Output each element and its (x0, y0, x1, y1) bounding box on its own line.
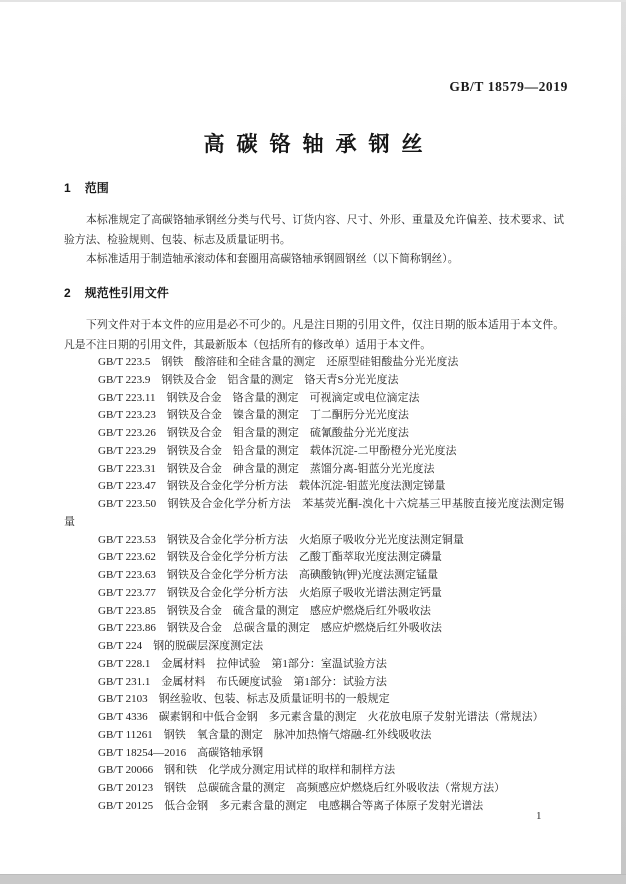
section-references-label: 规范性引用文件 (84, 286, 169, 300)
section-scope-label: 范围 (84, 181, 109, 195)
scan-edge-top (0, 0, 626, 2)
reference-item: GB/T 223.50 钢铁及合金化学分析方法 苯基荧光酮-溴化十六烷基三甲基胺直接光度法测定锡量 (64, 498, 564, 528)
page-number: 1 (536, 810, 542, 822)
reference-item: GB/T 2103 钢丝验收、包装、标志及质量证明书的一般规定 (98, 693, 390, 706)
reference-item: GB/T 20066 钢和铁 化学成分测定用试样的取样和制样方法 (98, 764, 396, 777)
reference-item: GB/T 223.53 钢铁及合金化学分析方法 火焰原子吸收分光光度法测定铜量 (98, 533, 464, 546)
scope-paragraph-2: 本标准适用于制造轴承滚动体和套圈用高碳铬轴承钢圆钢丝（以下简称钢丝）。 (86, 253, 459, 265)
scope-paragraph-1: 本标准规定了高碳铬轴承钢丝分类与代号、订货内容、尺寸、外形、重量及允许偏差、技术要求、试验方法、检验规则、包装、标志及质量证明书。 (64, 214, 564, 246)
document-title: 高碳铬轴承钢丝 (203, 133, 435, 156)
reference-item: GB/T 223.86 钢铁及合金 总碳含量的测定 感应炉燃烧后红外吸收法 (98, 622, 442, 635)
reference-item: GB/T 4336 碳素钢和中低合金钢 多元素含量的测定 火花放电原子发射光谱法（常规法） (98, 711, 544, 723)
reference-item: GB/T 18254—2016 高碳铬轴承钢 (98, 746, 264, 759)
reference-item: GB/T 223.5 钢铁 酸溶硅和全硅含量的测定 还原型硅钼酸盐分光光度法 (98, 356, 459, 368)
reference-item: GB/T 223.11 钢铁及合金 铬含量的测定 可视滴定或电位滴定法 (98, 391, 420, 404)
reference-item: GB/T 223.62 钢铁及合金化学分析方法 乙酸丁酯萃取光度法测定磷量 (98, 551, 442, 564)
reference-item: GB/T 223.9 钢铁及合金 铝含量的测定 铬天青S分光光度法 (98, 373, 399, 386)
standard-code-header: GB/T 18579—2019 (449, 79, 568, 94)
reference-item: GB/T 11261 钢铁 氧含量的测定 脉冲加热惰气熔融-红外线吸收法 (98, 728, 432, 741)
references-intro (64, 316, 564, 355)
reference-item: GB/T 20123 钢铁 总碳硫含量的测定 高频感应炉燃烧后红外吸收法（常规方法） (98, 782, 506, 794)
reference-item: GB/T 223.85 钢铁及合金 硫含量的测定 感应炉燃烧后红外吸收法 (98, 604, 431, 617)
scope-paragraphs (64, 211, 564, 270)
reference-item: GB/T 223.63 钢铁及合金化学分析方法 高碘酸钠(钾)光度法测定锰量 (98, 569, 439, 581)
section-references-heading (64, 284, 169, 301)
reference-item: GB/T 223.77 钢铁及合金化学分析方法 火焰原子吸收光谱法测定钙量 (98, 586, 442, 599)
section-scope-number: 1 (64, 181, 71, 195)
reference-list (64, 354, 564, 816)
reference-item: GB/T 231.1 金属材料 布氏硬度试验 第1部分：试验方法 (98, 675, 387, 688)
section-references-number: 2 (64, 286, 71, 300)
reference-item: GB/T 20125 低合金钢 多元素含量的测定 电感耦合等离子体原子发射光谱法 (98, 799, 484, 812)
reference-item: GB/T 223.47 钢铁及合金化学分析方法 载体沉淀-钼蓝光度法测定锑量 (98, 480, 446, 493)
scan-edge-bottom (0, 874, 626, 884)
reference-item: GB/T 224 钢的脱碳层深度测定法 (98, 640, 264, 652)
section-scope-heading (64, 179, 109, 196)
reference-item: GB/T 223.23 钢铁及合金 镍含量的测定 丁二酮肟分光光度法 (98, 409, 409, 422)
reference-item: GB/T 223.31 钢铁及合金 砷含量的测定 蒸馏分离-钼蓝分光光度法 (98, 462, 435, 475)
reference-item: GB/T 223.26 钢铁及合金 钼含量的测定 硫氰酸盐分光光度法 (98, 427, 409, 439)
references-intro-paragraph: 下列文件对于本文件的应用是必不可少的。凡是注日期的引用文件，仅注日期的版本适用于本文件。凡是不注日期的引用文件，其最新版本（包括所有的修改单）适用于本文件。 (64, 319, 564, 351)
reference-item: GB/T 228.1 金属材料 拉伸试验 第1部分：室温试验方法 (98, 657, 387, 670)
reference-item: GB/T 223.29 钢铁及合金 铅含量的测定 载体沉淀-二甲酚橙分光光度法 (98, 444, 457, 457)
